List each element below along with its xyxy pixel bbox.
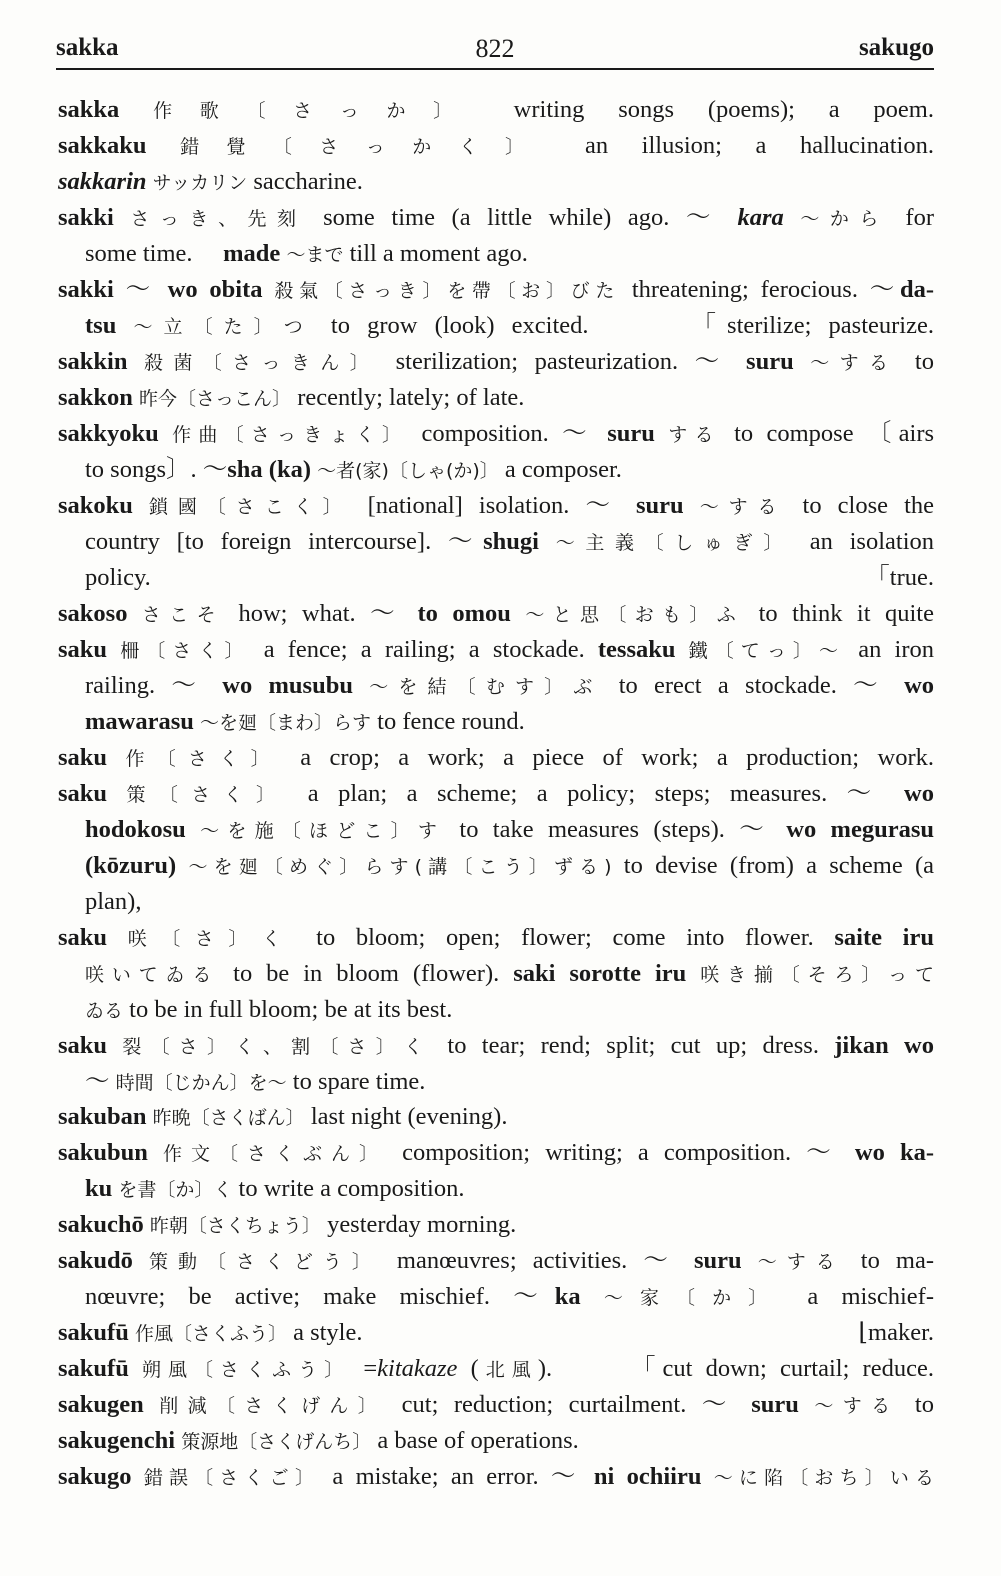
entry-line: sakkin 殺菌〔さっきん〕 sterilization; pasteurization. ～ suru ～する to <box>58 348 934 375</box>
entry-line: sakkarin サッカリン saccharine. <box>58 168 363 195</box>
entry-line: sakudō 策動〔さくどう〕 manœuvres; activities. ～ suru ～する to ma- <box>58 1247 935 1274</box>
left-guide-word: sakka <box>56 34 119 61</box>
entry-line: (kōzuru) ～を廻〔めぐ〕らす(講〔こう〕ずる) to devise (from) a scheme (a <box>85 852 935 879</box>
entry-line: mawarasu ～を廻〔まわ〕らす to fence round. <box>85 708 525 735</box>
entry-line: sakkon 昨今〔さっこん〕 recently; lately; of late. <box>58 384 525 411</box>
entry-line: hodokosu ～を施〔ほどこ〕す to take measures (steps). ～ wo megurasu <box>85 816 934 843</box>
entry-line: sakuchō 昨朝〔さくちょう〕 yesterday morning. <box>58 1211 517 1238</box>
entry-line: sakuban 昨晩〔さくばん〕 last night (evening). <box>58 1103 508 1130</box>
entry-line: sakkaku 錯覺〔さっかく〕 an illusion; a hallucination. <box>58 132 934 159</box>
entry-line: railing. ～ wo musubu ～を結〔むす〕ぶ to erect a stockade. ～ wo <box>85 672 935 699</box>
entry-line: ～ 時間〔じかん〕を～ to spare time. <box>85 1068 426 1095</box>
overflow-line: ⌊maker. <box>858 1319 934 1346</box>
entry-line: nœuvre; be active; make mischief. ～ka ～家〔か〕 a mischief- <box>85 1283 934 1310</box>
entry-line: sakubun 作文〔さくぶん〕 composition; writing; a composition. ～ wo ka- <box>58 1139 934 1166</box>
entry-line: sakugenchi 策源地〔さくげんち〕 a base of operations. <box>58 1427 579 1454</box>
entry-line: some time. made ～まで till a moment ago. <box>85 240 528 267</box>
entry-line: saku 裂〔さ〕く、割〔さ〕く to tear; rend; split; cut up; dress. jikan wo <box>58 1032 934 1059</box>
dictionary-entries <box>58 92 934 1495</box>
entry-line: sakka 作歌〔さっか〕 writing songs (poems); a poem. <box>58 96 934 123</box>
overflow-line: 「true. <box>865 564 934 591</box>
entry-line: sakoku 鎖國〔さこく〕 [national] isolation. ～ suru ～する to close the <box>58 492 935 519</box>
page-header <box>56 34 934 70</box>
entry-line: ゐる to be in full bloom; be at its best. <box>85 996 453 1023</box>
entry-line: sakki ～ wo obita 殺氣〔さっき〕を帶〔お〕びた threatening; ferocious. ～da- <box>58 276 935 303</box>
entry-line: sakugo 錯誤〔さくご〕 a mistake; an error. ～ ni ochiiru ～に陷〔おち〕いる <box>58 1463 935 1490</box>
entry-line: plan), <box>85 888 142 915</box>
entry-line: sakufū 朔風〔さくふう〕 =kitakaze (北風). 「cut down; curtail; reduce. <box>58 1355 934 1382</box>
entry-line: sakugen 削減〔さくげん〕 cut; reduction; curtailment. ～ suru ～する to <box>58 1391 934 1418</box>
entry-line: saku 咲〔さ〕く to bloom; open; flower; come into flower. saite iru <box>58 924 934 951</box>
entry-line: saku 策〔さく〕 a plan; a scheme; a policy; steps; measures. ～ wo <box>58 780 934 807</box>
entry-line: tsu ～立〔た〕つ to grow (look) excited. 「sterilize; pasteurize. <box>85 312 934 339</box>
entry-line: 咲いてゐる to be in bloom (flower). saki sorotte iru 咲き揃〔そろ〕って <box>85 960 934 987</box>
page-number: 822 <box>475 34 515 63</box>
entry-line: sakoso さこそ how; what. ～ to omou ～と思〔おも〕ふ to think it quite <box>58 600 934 627</box>
entry-line: to songs〕. ～sha (ka) ～者(家)〔しゃ(か)〕 a composer. <box>85 456 622 483</box>
entry-line: country [to foreign intercourse]. ～shugi ～主義〔しゅぎ〕 an isolation <box>85 528 934 555</box>
entry-line: sakufū 作風〔さくふう〕 a style. ⌊maker. <box>58 1315 934 1351</box>
entry-line: saku 作〔さく〕 a crop; a work; a piece of work; a production; work. <box>58 744 934 771</box>
entry-line: policy. 「true. <box>58 560 934 596</box>
right-guide-word: sakugo <box>858 34 934 61</box>
entry-line: sakki さっき、先刻 some time (a little while) ago. ～ kara ～から for <box>58 204 934 231</box>
entry-line: saku 柵〔さく〕 a fence; a railing; a stockade. tessaku 鐵〔てっ〕～ an iron <box>58 636 934 663</box>
entry-line: ku を書〔か〕く to write a composition. <box>85 1175 465 1202</box>
entry-line: sakkyoku 作曲〔さっきょく〕 composition. ～ suru する to compose 〔airs <box>58 420 935 447</box>
